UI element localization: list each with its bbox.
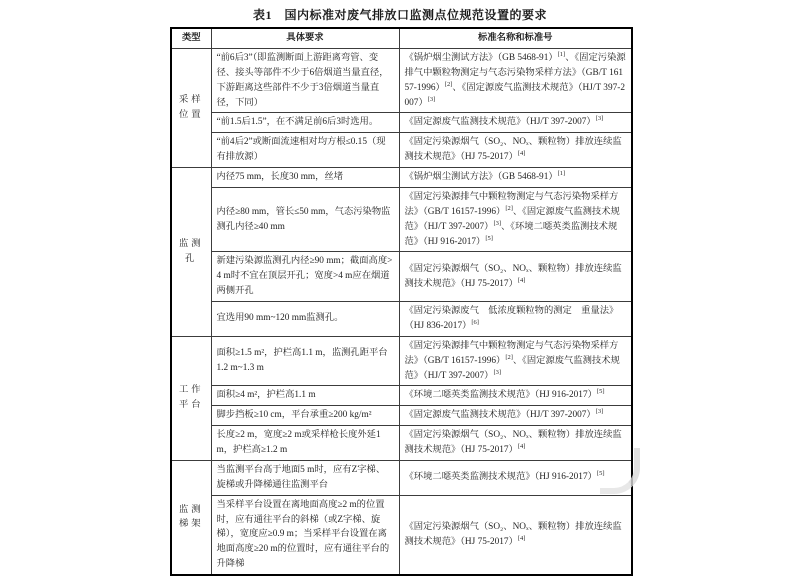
standard-cell: 《固定源废气监测技术规范》（HJ/T 397-2007）[3] <box>399 406 632 426</box>
table-row <box>171 386 632 406</box>
table-row <box>171 460 632 495</box>
table-row <box>171 302 632 337</box>
table-row <box>171 133 632 168</box>
standard-cell: 《固定污染源烟气（SO₂、NOₓ、颗粒物）排放连续监测技术规范》（HJ 75-2017）[4] <box>399 495 632 575</box>
requirement-cell: “前1.5后1.5”，在不满足前6后3时选用。 <box>211 113 399 133</box>
standard-cell: 《固定污染源废气 低浓度颗粒物的测定 重量法》（HJ 836-2017）[6] <box>399 302 632 337</box>
standards-table-container <box>170 27 631 576</box>
header-cell: 类型 <box>171 28 211 48</box>
requirement-cell: 面积≥4 m²，护栏高1.1 m <box>211 386 399 406</box>
table-row <box>171 426 632 461</box>
page-title: 表1 国内标准对废气排放口监测点位规范设置的要求 <box>252 8 547 22</box>
type-cell: 采样位置 <box>171 48 211 167</box>
standard-cell: 《固定源废气监测技术规范》（HJ/T 397-2007）[3] <box>399 113 632 133</box>
standard-cell: 《环境二噁英类监测技术规范》（HJ 916-2017）[5] <box>399 386 632 406</box>
requirement-cell: 内径≥80 mm，管长≤50 mm，气态污染物监测孔内径≥40 mm <box>211 187 399 252</box>
requirement-cell: 长度≥2 m，宽度≥2 m或采样枪长度外延1 m，护栏高≥1.2 m <box>211 426 399 461</box>
standards-table <box>170 27 633 576</box>
standard-cell: 《固定污染源烟气（SO₂、NOₓ、颗粒物）排放连续监测技术规范》（HJ 75-2017）[4] <box>399 252 632 302</box>
requirement-cell: 新建污染源监测孔内径≥90 mm；截面高度>4 m时不宜在顶层开孔；宽度>4 m应在烟道两侧开孔 <box>211 252 399 302</box>
header-cell: 具体要求 <box>211 28 399 48</box>
requirement-cell: 当采样平台设置在离地面高度≥2 m的位置时，应有通往平台的斜梯（或Z字梯、旋梯），宽度应≥0.9 m；当采样平台设置在离地面高度≥20 m的位置时，应有通往平台的升降梯 <box>211 495 399 575</box>
requirement-cell: “前6后3”（即监测断面上游距离弯管、变径、接头等部件不少于6倍烟道当量直径，下游距离这些部件不少于3倍烟道当量直径，下同） <box>211 48 399 113</box>
standard-cell: 《锅炉烟尘测试方法》（GB 5468-91）[1] <box>399 168 632 188</box>
table-row <box>171 336 632 386</box>
standard-cell: 《固定污染源排气中颗粒物测定与气态污染物采样方法》（GB/T 16157-1996）[2]、《固定源废气监测技术规范》（HJ/T 397-2007）[3] <box>399 336 632 386</box>
requirement-cell: 面积≥1.5 m²，护栏高1.1 m，监测孔距平台1.2 m~1.3 m <box>211 336 399 386</box>
requirement-cell: 内径75 mm，长度30 mm，丝堵 <box>211 168 399 188</box>
table-row <box>171 406 632 426</box>
table-header-row <box>171 28 632 48</box>
standard-cell: 《固定污染源烟气（SO₂、NOₓ、颗粒物）排放连续监测技术规范》（HJ 75-2017）[4] <box>399 133 632 168</box>
table-row <box>171 252 632 302</box>
requirement-cell: 脚步挡板≥10 cm，平台承重≥200 kg/m² <box>211 406 399 426</box>
type-cell: 监测梯架 <box>171 460 211 575</box>
table-row <box>171 113 632 133</box>
table-row <box>171 48 632 113</box>
requirement-cell: “前4后2”或断面流速相对均方根≤0.15（现有排放源） <box>211 133 399 168</box>
requirement-cell: 当监测平台高于地面5 m时，应有Z字梯、旋梯或升降梯通往监测平台 <box>211 460 399 495</box>
type-cell: 监测孔 <box>171 168 211 337</box>
table-body <box>171 48 632 575</box>
requirement-cell: 宜选用90 mm~120 mm监测孔。 <box>211 302 399 337</box>
table-row <box>171 187 632 252</box>
header-cell: 标准名称和标准号 <box>399 28 632 48</box>
standard-cell: 《环境二噁英类监测技术规范》（HJ 916-2017）[5] <box>399 460 632 495</box>
standard-cell: 《固定污染源排气中颗粒物测定与气态污染物采样方法》（GB/T 16157-1996）[2]、《固定源废气监测技术规范》（HJ/T 397-2007）[3]、《环境二噁英类监测技术规范》（HJ 916-2017）[5] <box>399 187 632 252</box>
table-row <box>171 495 632 575</box>
type-cell: 工作平台 <box>171 336 211 460</box>
standard-cell: 《固定污染源烟气（SO₂、NOₓ、颗粒物）排放连续监测技术规范》（HJ 75-2017）[4] <box>399 426 632 461</box>
table-row <box>171 168 632 188</box>
standard-cell: 《锅炉烟尘测试方法》（GB 5468-91）[1]、《固定污染源排气中颗粒物测定与气态污染物采样方法》（GB/T 16157-1996）[2]、《固定源废气监测技术规范》（HJ/T 397-2007）[3] <box>399 48 632 113</box>
